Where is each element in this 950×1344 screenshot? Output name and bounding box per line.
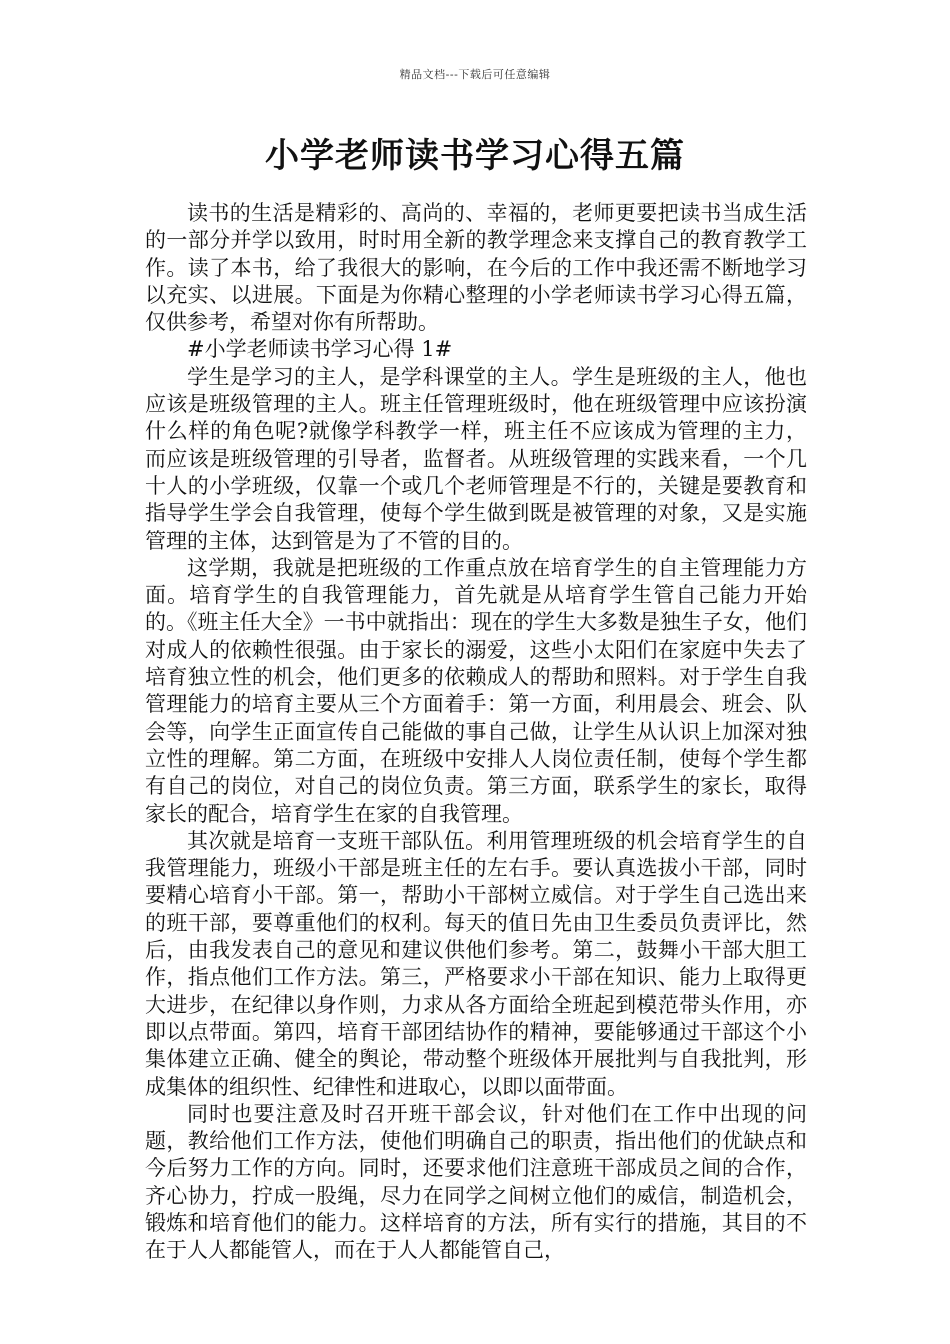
paragraph: 这学期，我就是把班级的工作重点放在培育学生的自主管理能力方面。培育学生的自我管理能力，首先就是从培育学生管自己能力开始的。《班主任大全》一书中就指出：现在的学生大多数是独生子女，他们对成人的依赖性很强。由于家长的溺爱，这些小太阳们在家庭中失去了培育独立性的机会，他们更多的依赖成人的帮助和照料。对于学生自我管理能力的培育主要从三个方面着手：第一方面，利用晨会、班会、队会等，向学生正面宣传自己能做的事自己做，让学生从认识上加深对独立性的理解。第二方面，在班级中安排人人岗位责任制，使每个学生都有自己的岗位，对自己的岗位负责。第三方面，联系学生的家长，取得家长的配合，培育学生在家的自我管理。 [145,555,807,826]
paragraph: 同时也要注意及时召开班干部会议，针对他们在工作中出现的问题，教给他们工作方法，使他们明确自己的职责，指出他们的优缺点和今后努力工作的方向。同时，还要求他们注意班干部成员之间的合作，齐心协力，拧成一股绳，尽力在同学之间树立他们的威信，制造机会，锻炼和培育他们的能力。这样培育的方法，所有实行的措施，其目的不在于人人都能管人，而在于人人都能管自己， [145,1101,807,1263]
paragraph: 学生是学习的主人，是学科课堂的主人。学生是班级的主人，他也应该是班级管理的主人。班主任管理班级时，他在班级管理中应该扮演什么样的角色呢?就像学科教学一样，班主任不应该成为管理的主力，而应该是班级管理的引导者，监督者。从班级管理的实践来看，一个几十人的小学班级，仅靠一个或几个老师管理是不行的，关键是要教育和指导学生学会自我管理，使每个学生做到既是被管理的对象，又是实施管理的主体，达到管是为了不管的目的。 [145,364,807,553]
document-body [145,200,807,1265]
section-heading: #小学老师读书学习心得 1# [187,337,453,362]
paragraph: 其次就是培育一支班干部队伍。利用管理班级的机会培育学生的自我管理能力，班级小干部是班主任的左右手。要认真选拔小干部，同时要精心培育小干部。第一，帮助小干部树立威信。对于学生自己选出来的班干部，要尊重他们的权利。每天的值日先由卫生委员负责评比，然后，由我发表自己的意见和建议供他们参考。第二，鼓舞小干部大胆工作，指点他们工作方法。第三，严格要求小干部在知识、能力上取得更大进步，在纪律以身作则，力求从各方面给全班起到模范带头作用，亦即以点带面。第四，培育干部团结协作的精神，要能够通过干部这个小集体建立正确、健全的舆论，带动整个班级体开展批判与自我批判，形成集体的组织性、纪律性和进取心，以即以面带面。 [145,828,807,1099]
paragraph-intro: 读书的生活是精彩的、高尚的、幸福的，老师更要把读书当成生活的一部分并学以致用，时时用全新的教学理念来支撑自己的教育教学工作。读了本书，给了我很大的影响，在今后的工作中我还需不断地学习以充实、以进展。下面是为你精心整理的小学老师读书学习心得五篇，仅供参考，希望对你有所帮助。 [145,201,807,335]
header-note: 精品文档---下载后可任意编辑 [399,68,551,81]
document-title: 小学老师读书学习心得五篇 [265,136,685,176]
